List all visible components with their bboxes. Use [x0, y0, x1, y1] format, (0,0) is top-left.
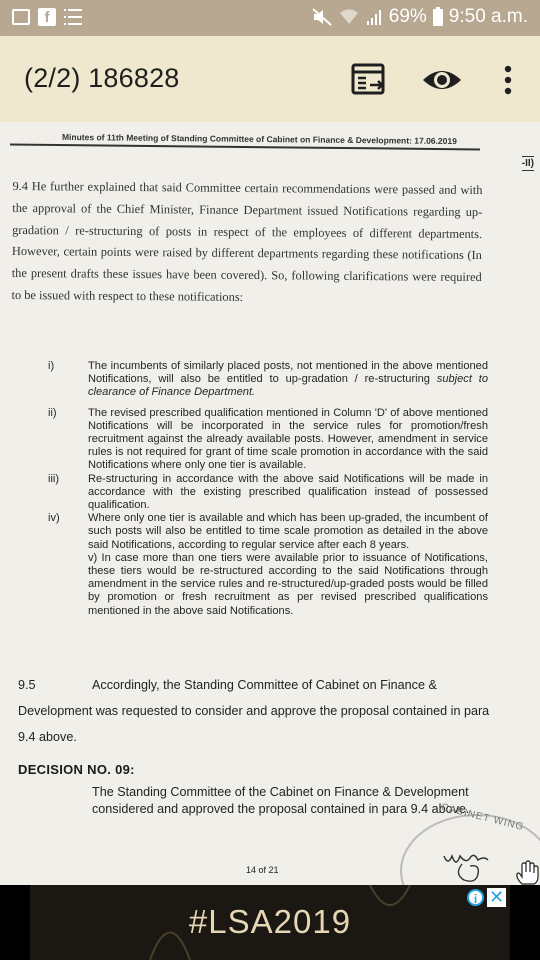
document-header: Minutes of 11th Meeting of Standing Committee of Cabinet on Finance & Development: 17.06.2019 [61, 131, 457, 147]
facebook-notification-icon: f [38, 8, 56, 26]
status-bar [0, 0, 540, 36]
item-number: i) [48, 360, 55, 372]
item-text: The incumbents of similarly placed posts, not mentioned in the above mentioned Notifications, will also be entitled to up-gradation / re-structuring [88, 360, 488, 386]
signal-icon [365, 9, 383, 26]
item-italic-text: subject to clearance of Finance Department. [88, 373, 488, 399]
reading-mode-icon [350, 62, 390, 98]
image-notification-icon [12, 9, 30, 25]
document-page[interactable] [0, 122, 540, 885]
more-vert-icon [503, 65, 513, 95]
clock: 9:50 a.m. [448, 6, 528, 27]
item-number [48, 552, 88, 618]
pan-hand-icon [514, 860, 540, 885]
more-options-button[interactable] [486, 58, 530, 102]
item-number: iii) [48, 472, 60, 485]
item-text: The revised prescribed qualification mentioned in Column 'D' of above mentioned Notifications will be incorporated in the service rules for promotion/fresh recruitment against the already available posts. However, amendment in service rules is not required for grant of time scale promotion in accordance with the said Notifications where only one tier is available. [88, 406, 488, 472]
list-item [48, 512, 488, 552]
paragraph-number: 9.5 [18, 678, 36, 692]
stamp-text: CABINET WING [439, 801, 526, 834]
list-item [48, 360, 488, 400]
item-number: ii) [48, 406, 57, 419]
item-text: Re-structuring in accordance with the above said Notifications will be made in accordance with the existing prescribed qualification instead of possessed qualification. [88, 472, 488, 512]
signature [440, 836, 510, 885]
list-item [48, 473, 488, 513]
ad-close-icon[interactable]: ✕ [488, 887, 505, 907]
item-number: iv) [48, 512, 60, 525]
reading-mode-button[interactable] [348, 58, 392, 102]
clarifications-list [48, 360, 488, 618]
item-text: Where only one tier is available and which has been up-graded, the incumbent of such posts will also be entitled to time scale promotion as detailed in the above said Notifications, according to regular service after each 8 years. [88, 512, 488, 551]
wifi-icon [339, 8, 359, 26]
app-bar [0, 36, 540, 122]
ad-banner[interactable] [30, 885, 510, 960]
document-title: (2/2) 186828 [24, 63, 180, 93]
paragraph-9-4: 9.4 He further explained that said Committee certain recommendations were passed and with the approval of the Chief Minister, Finance Department issued Notifications regarding up-gradation / re-structuring of posts in respect of the employees of different departments. However, certain points were raised by different departments regarding these notifications (In the present drafts these issues have been covered). So, following clarifications were required to be issued with respect to these notifications: [11, 178, 483, 304]
paragraph-text: Accordingly, the Standing Committee of Cabinet on Finance & Development was requested to consider and approve the proposal contained in para 9.4 above. [18, 678, 490, 744]
list-notification-icon [64, 9, 82, 25]
battery-icon [433, 9, 443, 26]
ad-text: #LSA2019 [188, 903, 352, 940]
ad-info-icon[interactable]: i [467, 889, 484, 906]
view-button[interactable] [420, 58, 464, 102]
decision-text: The Standing Committee of the Cabinet on Finance & Development considered and approved the proposal contained in para 9.4 above. [92, 785, 470, 816]
mute-icon [311, 7, 333, 27]
decision-title: DECISION NO. 09: [18, 762, 135, 777]
list-item [48, 552, 488, 618]
right-margin-tag: -II) [521, 158, 534, 169]
eye-icon [421, 66, 463, 94]
list-item [48, 407, 488, 473]
battery-percent: 69% [388, 6, 427, 27]
page-number: 14 of 21 [246, 865, 279, 875]
item-text: v) In case more than one tiers were available prior to issuance of Notifications, these tiers would be re-structured according to the said Notifications through amendment in the service rules and re-structured/up-graded posts would be filled by promotion or fresh recruitment as per revised prescribed qualifications mentioned in the above said Notifications. [88, 551, 488, 617]
paragraph-9-5 [18, 672, 504, 750]
